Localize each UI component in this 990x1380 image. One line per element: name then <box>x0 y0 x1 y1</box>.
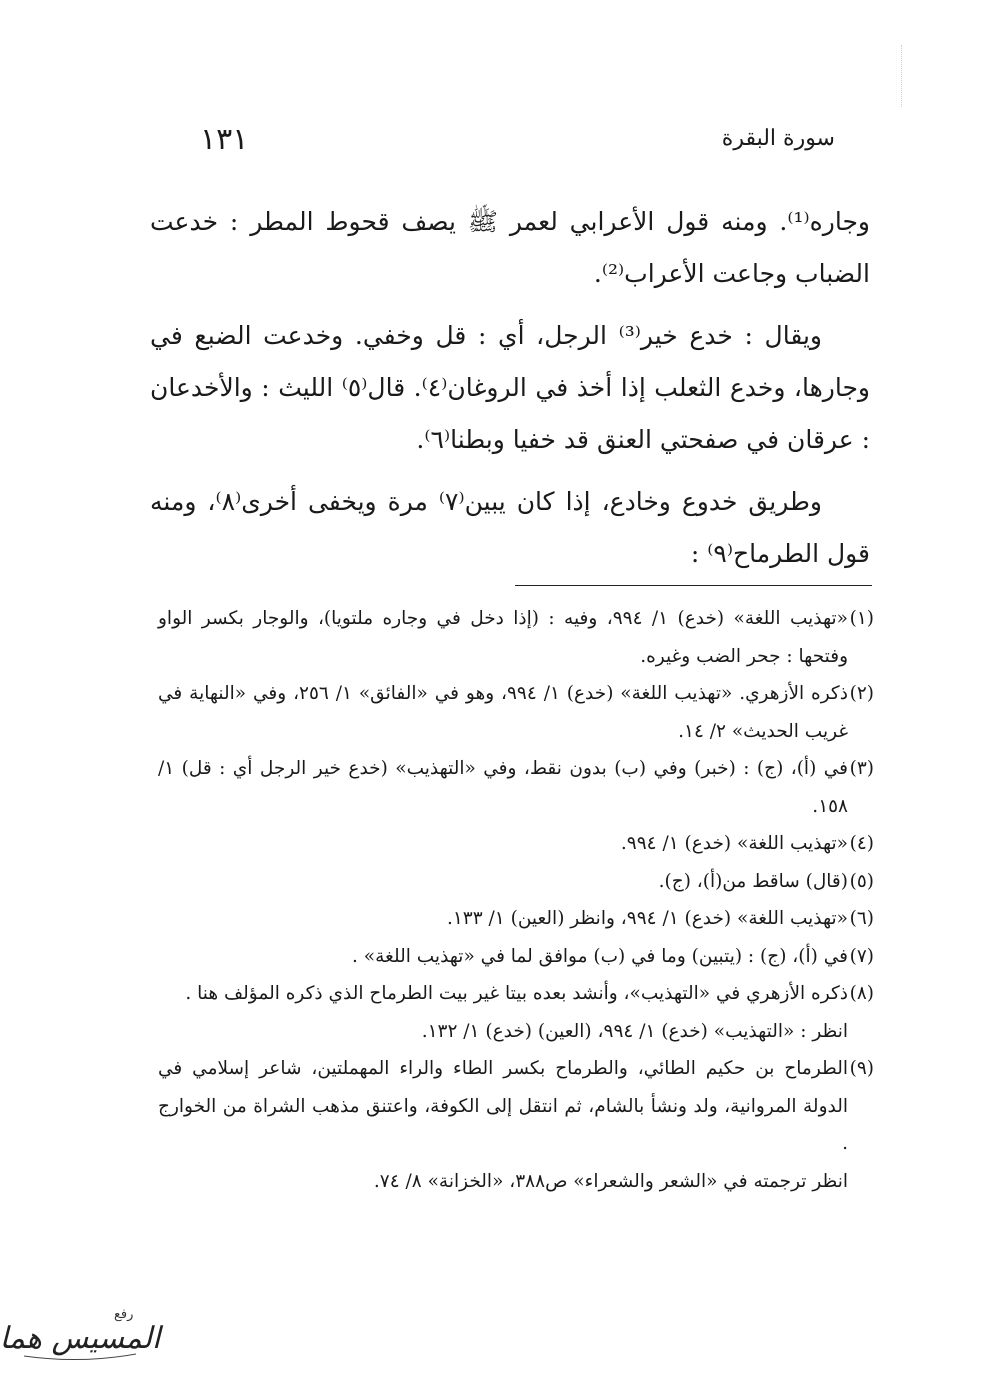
footnote-number: (٣) <box>849 758 874 779</box>
footnote-text: في (أ)، (ج) : (خبر) وفي (ب) بدون نقط، وفي «التهذيب» (خدع خير الرجل أي : قل) ١/ ١٥٨. <box>158 758 848 817</box>
footnote-number: (٧) <box>849 945 874 967</box>
running-title: سورة البقرة <box>721 126 835 151</box>
footnote <box>158 600 874 675</box>
footnote-text: (قال) ساقط من(أ)، (ج). <box>658 870 848 892</box>
seal-text: المسيس هما <box>0 1321 161 1356</box>
footnote-continuation: انظر : «التهذيب» (خدع) ١/ ٩٩٤، (العين) (خدع) ١/ ١٣٢. <box>421 1020 848 1042</box>
seal-stamp <box>0 1302 161 1364</box>
footnote-number: (٩) <box>849 1058 874 1079</box>
footnote-number: (٨) <box>849 983 874 1004</box>
footnote-number: (٤) <box>849 833 874 854</box>
footnote <box>158 675 874 750</box>
footnote-text: «تهذيب اللغة» (خدع) ١/ ٩٩٤، وانظر (العين) ١/ ١٣٣. <box>446 908 848 929</box>
footnote <box>158 825 874 863</box>
footnote-number: (٦) <box>849 908 874 929</box>
footnote <box>158 1050 874 1163</box>
margin-dots <box>901 45 904 107</box>
footnote-number: (١) <box>849 608 874 629</box>
paragraph: ويقال : خدع خير⁽³⁾ الرجل، أي : قل وخفي. وخدعت الضبع في وجارها، وخدع الثعلب إذا أخذ في الروغان⁽٤⁾. قال⁽٥⁾ الليث : والأخدعان : عرقان في صفحتي العنق قد خفيا وبطنا⁽٦⁾. <box>150 321 871 454</box>
footnote-text: الطرماح بن حكيم الطائي، والطرماح بكسر الطاء والراء المهملتين، شاعر إسلامي في الدولة المروانية، ولد ونشأ بالشام، ثم انتقل إلى الكوفة، واعتنق مذهب الشراة من الخوارج . <box>158 1058 848 1154</box>
footnote-text: «تهذيب اللغة» (خدع) ١/ ٩٩٤. <box>620 833 848 854</box>
paragraph: وطريق خدوع وخادع، إذا كان يبين⁽٧⁾ مرة ويخفى أخرى⁽٨⁾، ومنه قول الطرماح⁽٩⁾ : <box>150 487 870 568</box>
page-header <box>200 122 835 166</box>
paragraph: وجاره⁽¹⁾. ومنه قول الأعرابي لعمر ﷺ يصف قحوط المطر : خدعت الضباب وجاعت الأعراب⁽²⁾. <box>150 207 870 288</box>
footnote-text: «تهذيب اللغة» (خدع) ١/ ٩٩٤، وفيه : (إذا دخل في وجاره ملتويا)، والوجار بكسر الواو وفتحها : جحر الضب وغيره. <box>158 608 848 667</box>
footnote <box>158 900 874 938</box>
footnote-number: (٥) <box>849 870 874 892</box>
footnote-text: ذكره الأزهري. «تهذيب اللغة» (خدع) ١/ ٩٩٤، وهو في «الفائق» ١/ ٢٥٦، وفي «النهاية في غريب الحديث» ٢/ ١٤. <box>158 683 848 742</box>
footnote-divider <box>515 585 872 586</box>
footnote <box>158 750 874 825</box>
seal-subtext: رفع <box>114 1307 134 1322</box>
footnote <box>158 975 874 1013</box>
footnote <box>158 863 874 901</box>
footnote-number: (٢) <box>849 683 874 704</box>
footnote-continuation: انظر ترجمته في «الشعر والشعراء» ص٣٨٨، «الخزانة» ٨/ ٧٤. <box>373 1170 848 1192</box>
footnote-text: في (أ)، (ج) : (يتبين) وما في (ب) موافق لما في «تهذيب اللغة» . <box>352 945 848 967</box>
footnote <box>158 938 874 976</box>
main-text <box>150 196 870 590</box>
footnote-text: ذكره الأزهري في «التهذيب»، وأنشد بعده بيتا غير بيت الطرماح الذي ذكره المؤلف هنا . <box>185 983 848 1004</box>
page-number: ١٣١ <box>200 122 249 157</box>
footnotes <box>158 600 874 1200</box>
